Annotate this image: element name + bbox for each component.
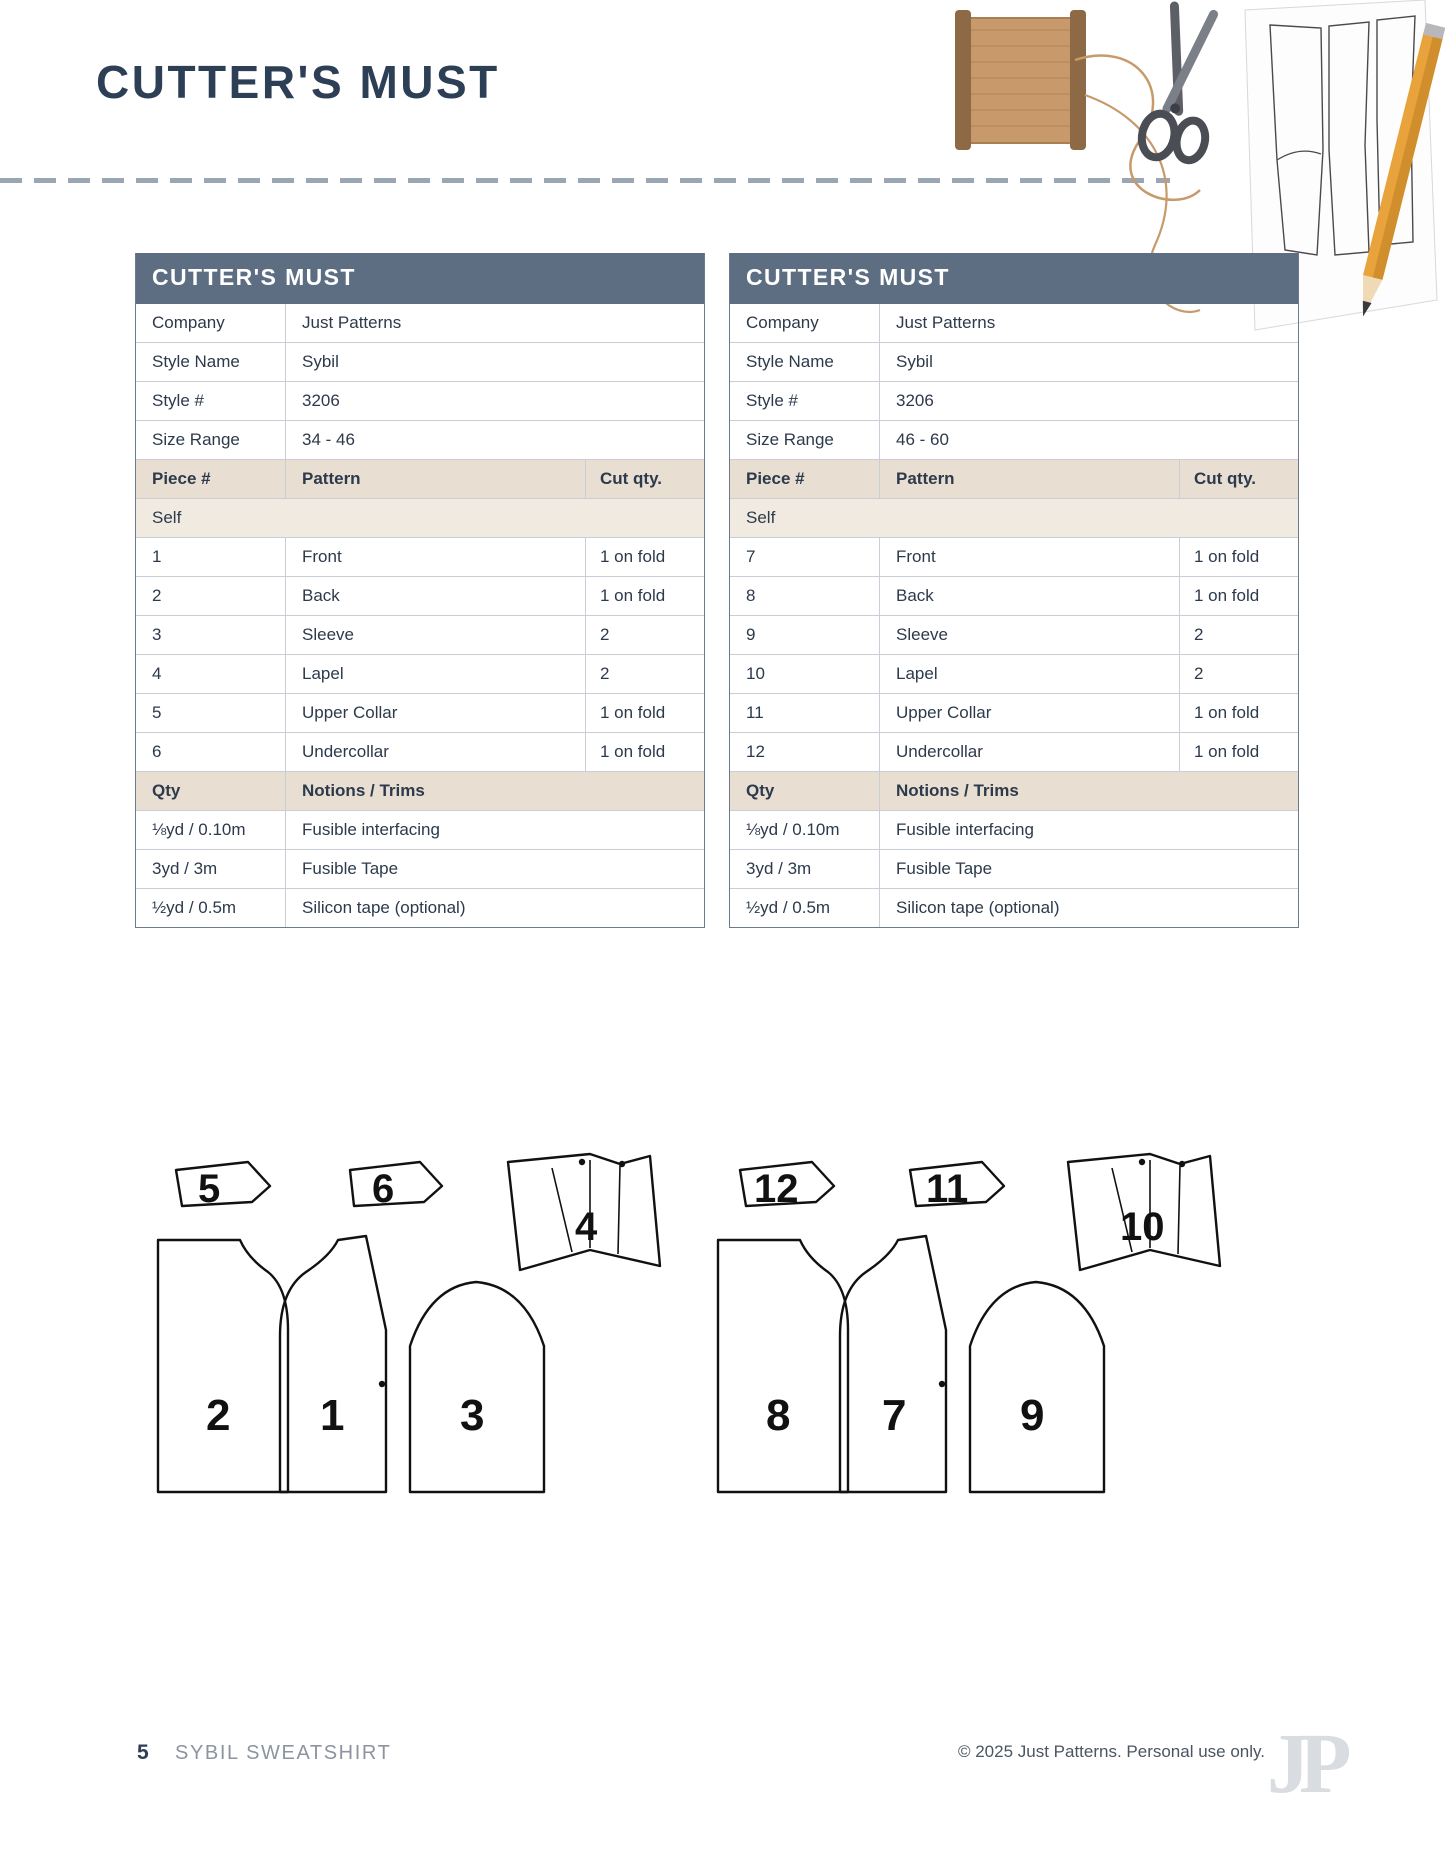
table-row [136,655,704,694]
column-header-pattern: Pattern [880,460,1180,498]
footer-style-name: SYBIL SWEATSHIRT [175,1742,392,1764]
piece-number: 1 [136,538,286,576]
column-header-qty: Cut qty. [600,469,663,488]
table-row [136,538,704,577]
info-label: Size Range [730,421,880,459]
notion-qty: 3yd / 3m [730,850,880,888]
piece-label-10: 10 [1120,1205,1165,1249]
table-row [730,421,1298,460]
table-row [730,382,1298,421]
piece-name: Sleeve [880,616,1180,654]
notion-qty: ½yd / 0.5m [730,889,880,927]
piece-name: Upper Collar [286,694,586,732]
piece-qty: 1 on fold [1194,703,1260,722]
piece-name: Undercollar [880,733,1180,771]
piece-number: 3 [136,616,286,654]
column-header-notion-qty: Qty [730,772,880,810]
piece-number: 4 [136,655,286,693]
piece-number: 10 [730,655,880,693]
piece-name: Upper Collar [880,694,1180,732]
piece-name: Back [286,577,586,615]
info-value: Sybil [302,352,339,371]
info-value: Sybil [896,352,933,371]
piece-label-11: 11 [926,1167,969,1211]
piece-name: Front [286,538,586,576]
info-label: Style Name [730,343,880,381]
info-value: Just Patterns [896,313,996,332]
piece-label-3: 3 [460,1391,485,1440]
column-header-qty: Cut qty. [1194,469,1257,488]
notion-qty: ⅛yd / 0.10m [136,811,286,849]
column-header-notions: Notions / Trims [896,781,1019,800]
section-row-self [136,499,704,538]
piece-qty: 2 [1194,625,1204,644]
table-row [730,577,1298,616]
piece-qty: 1 on fold [1194,586,1260,605]
table-row [136,811,704,850]
column-header-notion-qty: Qty [136,772,286,810]
table-row [136,889,704,927]
piece-name: Lapel [880,655,1180,693]
table-row [730,694,1298,733]
pieces-header-row [730,460,1298,499]
piece-label-9: 9 [1020,1391,1045,1440]
piece-label-5: 5 [198,1167,221,1211]
info-label: Size Range [136,421,286,459]
info-value: 34 - 46 [302,430,355,449]
cutters-must-table-1 [135,253,705,928]
section-row-self [730,499,1298,538]
piece-label-6: 6 [372,1167,395,1211]
table-row [136,304,704,343]
piece-name: Lapel [286,655,586,693]
pieces-header-row [136,460,704,499]
info-label: Company [730,304,880,342]
table-row [730,733,1298,772]
info-label: Company [136,304,286,342]
piece-qty: 1 on fold [600,742,666,761]
piece-qty: 1 on fold [600,703,666,722]
notion-qty: ½yd / 0.5m [136,889,286,927]
notion-name: Fusible Tape [896,859,993,878]
info-label: Style Name [136,343,286,381]
piece-label-1: 1 [320,1391,345,1440]
page-title: CUTTER'S MUST [96,56,500,108]
info-value: Just Patterns [302,313,402,332]
piece-number: 7 [730,538,880,576]
piece-qty: 1 on fold [600,586,666,605]
table-row [136,616,704,655]
table-title: CUTTER'S MUST [730,253,1298,304]
notion-name: Fusible interfacing [896,820,1034,839]
notion-name: Fusible Tape [302,859,399,878]
notion-qty: 3yd / 3m [136,850,286,888]
piece-number: 2 [136,577,286,615]
table-row [136,850,704,889]
info-label: Style # [136,382,286,420]
table-row [136,577,704,616]
info-label: Style # [730,382,880,420]
notions-header-row [136,772,704,811]
table-row [730,655,1298,694]
column-header-pattern: Pattern [286,460,586,498]
piece-qty: 2 [600,625,610,644]
piece-label-7: 7 [882,1391,907,1440]
footer-copyright: © 2025 Just Patterns. Personal use only. [957,1742,1265,1761]
notions-header-row [730,772,1298,811]
table-row [730,811,1298,850]
footer-page-number: 5 [137,1741,149,1764]
table-row [730,343,1298,382]
table-row [730,616,1298,655]
piece-name: Front [880,538,1180,576]
table-row [136,421,704,460]
piece-label-4: 4 [575,1205,598,1249]
piece-name: Undercollar [286,733,586,771]
info-value: 3206 [896,391,934,410]
column-header-notions: Notions / Trims [302,781,425,800]
just-patterns-logo [1265,1718,1370,1810]
table-title: CUTTER'S MUST [136,253,704,304]
piece-label-8: 8 [766,1391,791,1440]
piece-label-12: 12 [754,1167,799,1211]
piece-number: 11 [730,694,880,732]
piece-qty: 2 [600,664,610,683]
section-spacer [880,499,1298,537]
section-label: Self [152,508,182,527]
piece-number: 5 [136,694,286,732]
piece-label-2: 2 [206,1391,231,1440]
table-row [730,889,1298,927]
svg-text:J: J [1267,1718,1310,1810]
piece-number: 6 [136,733,286,771]
pattern-pieces-diagram [120,1140,1340,1600]
piece-qty: 1 on fold [1194,742,1260,761]
cutters-must-tables [135,253,1299,928]
info-value: 46 - 60 [896,430,949,449]
column-header-piece: Piece # [136,460,286,498]
table-row [730,850,1298,889]
info-value: 3206 [302,391,340,410]
table-row [136,343,704,382]
notion-qty: ⅛yd / 0.10m [730,811,880,849]
cutters-must-table-2 [729,253,1299,928]
notion-name: Silicon tape (optional) [896,898,1060,917]
notion-name: Silicon tape (optional) [302,898,466,917]
svg-text:P: P [1299,1718,1352,1810]
table-row [136,694,704,733]
piece-qty: 2 [1194,664,1204,683]
table-row [136,733,704,772]
piece-name: Sleeve [286,616,586,654]
table-row [136,382,704,421]
piece-name: Back [880,577,1180,615]
notion-name: Fusible interfacing [302,820,440,839]
piece-number: 12 [730,733,880,771]
piece-number: 8 [730,577,880,615]
section-label: Self [746,508,776,527]
piece-qty: 1 on fold [1194,547,1260,566]
table-row [730,538,1298,577]
table-row [730,304,1298,343]
section-spacer [286,499,704,537]
column-header-piece: Piece # [730,460,880,498]
piece-qty: 1 on fold [600,547,666,566]
piece-number: 9 [730,616,880,654]
